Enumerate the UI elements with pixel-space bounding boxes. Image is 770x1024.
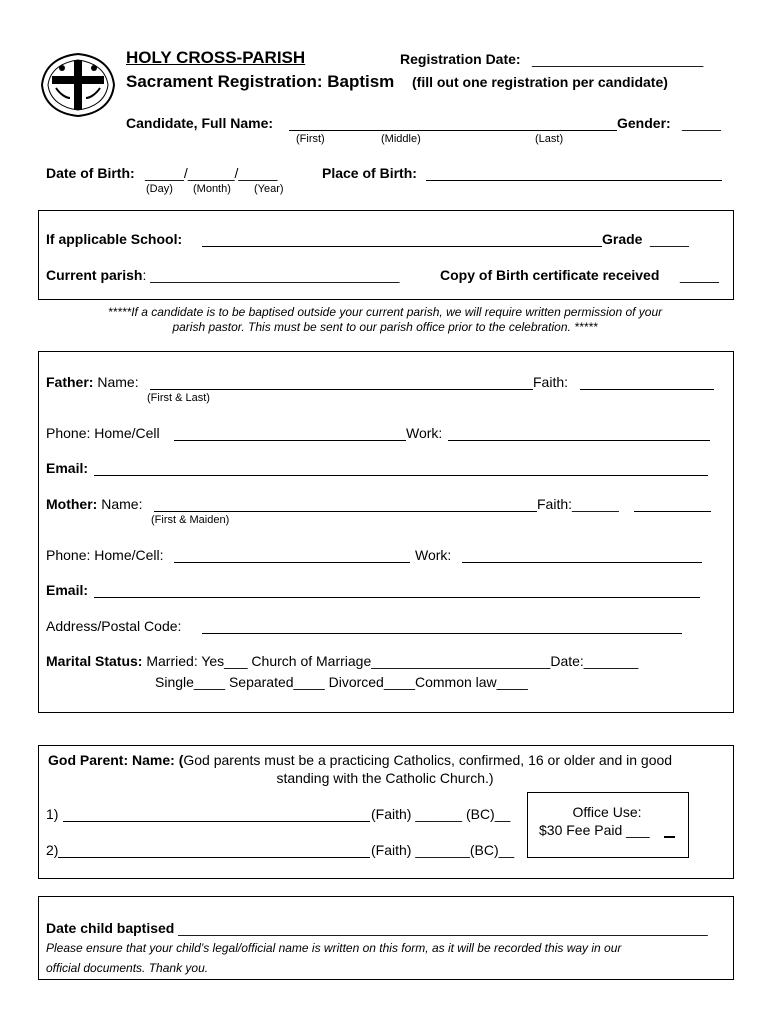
notice-line-2: parish pastor. This must be sent to our parish office prior to the celebration. *****: [172, 320, 598, 334]
school-field[interactable]: [202, 246, 602, 247]
fee-paid-label: $30 Fee Paid ___: [539, 822, 650, 838]
dob-label: Date of Birth:: [46, 165, 135, 181]
baptism-note-line-2: official documents. Thank you.: [46, 961, 209, 975]
baptism-date-label: Date child baptised: [46, 920, 175, 936]
mother-work-field[interactable]: [462, 562, 702, 563]
form-title-note: (fill out one registration per candidate): [412, 74, 668, 90]
father-faith-field[interactable]: [580, 389, 714, 390]
day-hint: (Day): [146, 183, 173, 195]
father-label: Father:: [46, 374, 94, 390]
birth-cert-field[interactable]: _____: [680, 267, 719, 283]
school-label: If applicable School:: [46, 231, 183, 247]
grade-field[interactable]: _____: [650, 231, 689, 247]
father-email-label: Email:: [46, 460, 89, 476]
father-work-label: Work:: [406, 425, 443, 441]
candidate-name-field[interactable]: [289, 130, 617, 131]
godparent-2-number: 2): [46, 842, 59, 858]
baptism-date-field[interactable]: ____________________________________________________________________: [178, 920, 708, 936]
baptism-note-line-1: Please ensure that your child’s legal/official name is written on this form, as it will be recorded this way in our: [46, 941, 622, 955]
godparent-note-line-2: standing with the Catholic Church.): [276, 770, 494, 786]
mother-name-field[interactable]: [154, 511, 537, 512]
godparent-label: God Parent: Name: (: [48, 752, 184, 768]
mother-phone-field[interactable]: [174, 562, 410, 563]
godparent-1-faith-bc[interactable]: (Faith) ______ (BC)__: [371, 806, 511, 822]
mother-faith-field[interactable]: [634, 511, 711, 512]
father-work-field[interactable]: [448, 440, 710, 441]
father-name-label: Name:: [97, 374, 139, 390]
marital-status-label: Marital Status:: [46, 653, 143, 669]
current-parish-label: Current parish: [46, 267, 143, 283]
father-name-hint: (First & Last): [147, 392, 210, 404]
notice-line-1: *****If a candidate is to be baptised outside your current parish, we will require written permission of your: [107, 305, 663, 319]
address-label: Address/Postal Code:: [46, 618, 182, 634]
dob-field[interactable]: _____/______/_____: [145, 165, 278, 181]
gender-field[interactable]: _____: [682, 115, 721, 131]
mother-phone-label: Phone: Home/Cell:: [46, 547, 164, 563]
mother-work-label: Work:: [415, 547, 452, 563]
parish-logo: [40, 52, 116, 118]
mother-faith-label: Faith:______: [537, 496, 619, 512]
father-email-field[interactable]: [94, 475, 708, 476]
mother-email-field[interactable]: [94, 597, 700, 598]
marital-options-line-2[interactable]: Single____ Separated____ Divorced____Common law____: [155, 674, 528, 690]
year-hint: (Year): [254, 183, 284, 195]
father-faith-label: Faith:: [533, 374, 569, 390]
marital-row-1: [46, 653, 638, 669]
current-parish-colon: :: [142, 267, 147, 283]
godparent-2-name-field[interactable]: [58, 857, 370, 858]
father-name-field[interactable]: [150, 389, 533, 390]
address-field[interactable]: [202, 633, 682, 634]
father-phone-label: Phone: Home/Cell: [46, 425, 160, 441]
godparent-1-number: 1): [46, 806, 59, 822]
godparent-note-line-1: God parents must be a practicing Catholics, confirmed, 16 or older and in good: [183, 752, 673, 768]
parish-name: HOLY CROSS-PARISH: [126, 48, 306, 67]
last-name-hint: (Last): [535, 133, 564, 145]
form-title: Sacrament Registration: Baptism: [126, 72, 395, 91]
first-name-hint: (First): [296, 133, 325, 145]
middle-name-hint: (Middle): [381, 133, 421, 145]
godparent-header-row: [48, 752, 672, 768]
mother-name-hint: (First & Maiden): [151, 514, 230, 526]
current-parish-row: [46, 267, 399, 283]
school-section: [38, 210, 734, 300]
fee-paid-field[interactable]: [664, 836, 675, 838]
office-use-label: Office Use:: [572, 804, 642, 820]
father-phone-field[interactable]: [174, 440, 406, 441]
baptism-date-row: [46, 920, 708, 936]
birth-cert-label: Copy of Birth certificate received: [440, 267, 660, 283]
mother-email-label: Email:: [46, 582, 89, 598]
month-hint: (Month): [193, 183, 231, 195]
gender-label: Gender:: [617, 115, 671, 131]
godparent-1-name-field[interactable]: [63, 821, 370, 822]
current-parish-field[interactable]: ________________________________: [150, 267, 400, 283]
godparent-2-faith-bc[interactable]: (Faith) _______(BC)__: [371, 842, 515, 858]
candidate-name-label: Candidate, Full Name:: [126, 115, 274, 131]
pob-field[interactable]: [426, 180, 722, 181]
mother-name-label: Name:: [101, 496, 143, 512]
registration-date-field[interactable]: ______________________: [532, 51, 704, 67]
marital-options-line-1[interactable]: Married: Yes___ Church of Marriage_______________________Date:_______: [146, 653, 639, 669]
registration-date-label: Registration Date:: [400, 51, 521, 67]
mother-label: Mother:: [46, 496, 98, 512]
mother-name-row: [46, 496, 142, 512]
pob-label: Place of Birth:: [322, 165, 417, 181]
grade-label: Grade: [602, 231, 643, 247]
father-name-row: [46, 374, 139, 390]
